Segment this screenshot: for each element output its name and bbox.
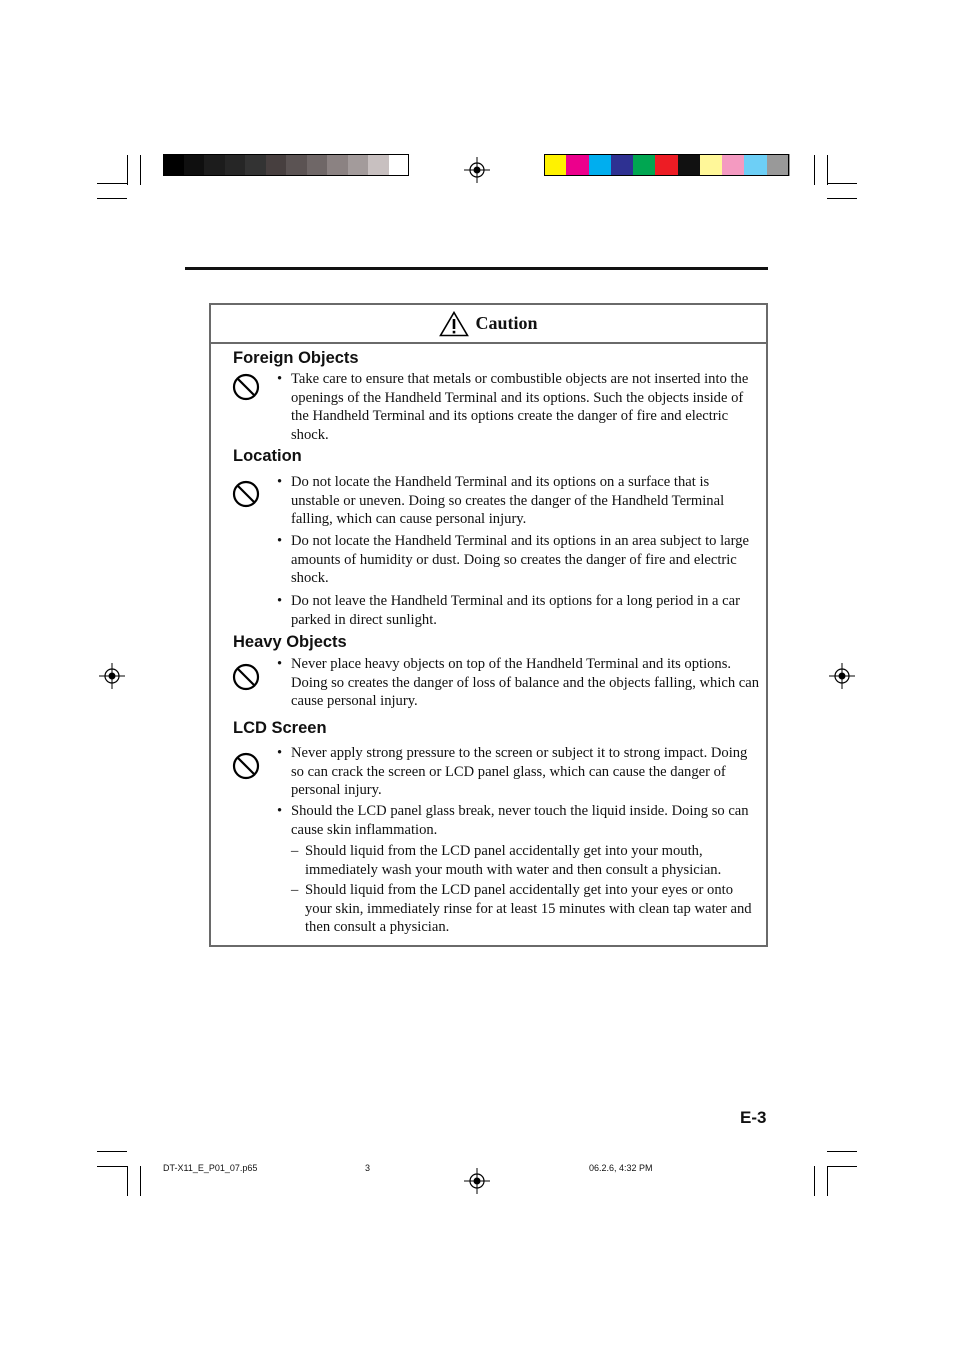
caution-box <box>209 303 768 947</box>
prohibited-icon <box>232 480 260 508</box>
footer-date: 06.2.6, 4:32 PM <box>589 1163 653 1173</box>
bullet-item: • Take care to ensure that metals or combustible objects are not inserted into the openings of the Handheld Terminal and its options. Such the objects inside of the Handheld Terminal and its options create the danger of fire and electric shock. <box>277 371 749 443</box>
bullet-item: • Do not locate the Handheld Terminal and its options on a surface that is unstable or uneven. Doing so creates the danger of the Handheld Terminal falling, which can cause personal injury. <box>277 474 725 527</box>
bullet-item: • Should the LCD panel glass break, never touch the liquid inside. Doing so can cause skin inflammation. <box>277 803 749 838</box>
bullet-item: • Do not leave the Handheld Terminal and its options for a long period in a car parked in direct sunlight. <box>277 593 740 628</box>
prohibited-icon <box>232 663 260 691</box>
prohibited-icon <box>232 752 260 780</box>
section-title-lcd-screen: LCD Screen <box>233 719 327 737</box>
warning-triangle-icon <box>439 311 469 337</box>
prohibited-icon <box>232 373 260 401</box>
caution-title: Caution <box>475 313 538 333</box>
bullet-item: • Do not locate the Handheld Terminal and its options in an area subject to large amounts of humidity or dust. Doing so creates the danger of fire and electric shock. <box>277 533 750 586</box>
section-title-heavy-objects: Heavy Objects <box>233 633 347 651</box>
gray-calibration-bar <box>163 154 409 176</box>
caution-header <box>211 305 766 344</box>
registration-mark-icon <box>99 663 125 689</box>
section-title-foreign-objects: Foreign Objects <box>233 349 359 367</box>
footer-page: 3 <box>365 1163 371 1173</box>
color-bar-frame <box>544 154 789 176</box>
registration-mark-icon <box>464 157 490 183</box>
page-number: E-3 <box>740 1108 767 1127</box>
header-rule <box>185 267 768 270</box>
footer-filename: DT-X11_E_P01_07.p65 <box>163 1163 258 1173</box>
sub-item: – Should liquid from the LCD panel accidentally get into your mouth, immediately wash your mouth with water and then consult a physician. <box>291 843 722 878</box>
registration-mark-icon <box>829 663 855 689</box>
section-title-location: Location <box>233 447 302 465</box>
bullet-item: • Never apply strong pressure to the screen or subject it to strong impact. Doing so can crack the screen or LCD panel glass, which can cause the danger of personal injury. <box>277 745 748 798</box>
sub-item: – Should liquid from the LCD panel accidentally get into your eyes or onto your skin, immediately rinse for at least 15 minutes with clean tap water and then consult a physician. <box>291 882 752 935</box>
registration-mark-icon <box>464 1168 490 1194</box>
bullet-item: • Never place heavy objects on top of the Handheld Terminal and its options. Doing so creates the danger of loss of balance and the objects falling, which can cause personal injury. <box>277 656 760 709</box>
